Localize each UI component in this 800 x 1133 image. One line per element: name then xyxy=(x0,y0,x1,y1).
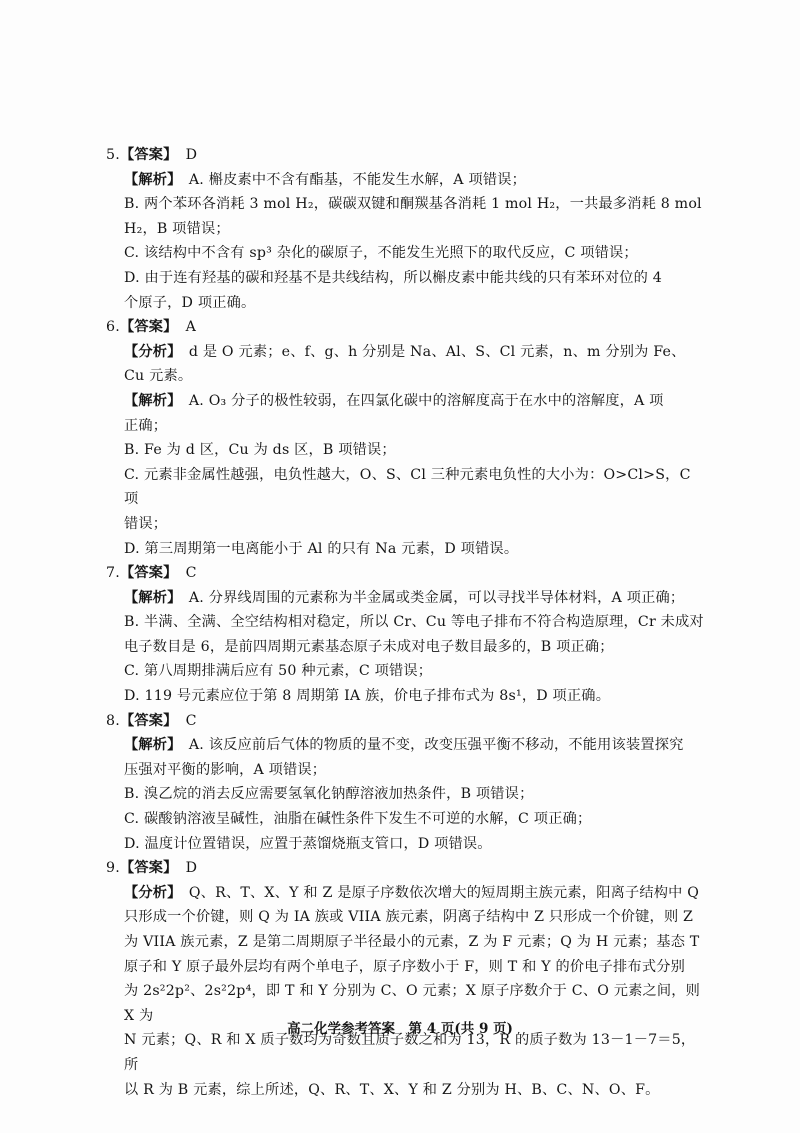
q9-line: 为 VIIA 族元素，Z 是第二周期原子半径最小的元素，Z 为 F 元素；Q 为 H 元素；基态 T xyxy=(124,934,700,950)
answer-tag: 【答案】 xyxy=(120,565,178,582)
q7-line: 电子数目是 6，是前四周期元素基态原子未成对电子数目最多的，B 项正确； xyxy=(124,638,614,655)
answer-tag: 【答案】 xyxy=(120,319,178,336)
q8-line: D. 温度计位置错误，应置于蒸馏烧瓶支管口，D 项错误。 xyxy=(124,835,492,852)
q8-line: A. 该反应前后气体的物质的量不变，改变压强平衡不移动，不能用该装置探究 xyxy=(188,737,684,754)
analysis-tag: 【解析】 xyxy=(124,737,175,754)
answer-tag: 【答案】 xyxy=(120,712,178,729)
q8-line: B. 溴乙烷的消去反应需要氢氧化钠醇溶液加热条件，B 项错误； xyxy=(124,786,534,803)
q5-line: C. 该结构中不含有 sp³ 杂化的碳原子，不能发生光照下的取代反应，C 项错误； xyxy=(124,245,638,262)
q8-answer: C xyxy=(185,712,197,729)
q9-number: 9. xyxy=(106,860,120,877)
q9-answer-line xyxy=(106,856,704,881)
q6-number: 6. xyxy=(106,319,120,336)
answer-tag: 【答案】 xyxy=(120,147,178,163)
q6-analysis-line xyxy=(124,389,704,414)
q5-answer: D xyxy=(185,147,198,163)
q7-answer: C xyxy=(185,565,197,582)
q9-fenxi-line xyxy=(124,881,704,906)
q5-analysis-line xyxy=(124,168,704,193)
q6-line: 正确； xyxy=(124,417,168,434)
q9-line: N 元素；Q、R 和 X 质子数均为奇数且质子数之和为 13，R 的质子数为 13－1－7＝5，所 xyxy=(124,1032,696,1073)
q6-line: B. Fe 为 d 区，Cu 为 ds 区，B 项错误； xyxy=(124,442,396,459)
q6-answer-line xyxy=(106,315,704,340)
q9-answer: D xyxy=(185,860,198,877)
q9-line: 为 2s²2p²、2s²2p⁴，即 T 和 Y 分别为 C、O 元素；X 原子序数介于 C、O 元素之间，则 X 为 xyxy=(124,983,701,1024)
analysis-tag: 【解析】 xyxy=(124,171,175,188)
q9-line: 只形成一个价键，则 Q 为 IA 族或 VIIA 族元素，阴离子结构中 Z 只形成一个价键，则 Z xyxy=(124,909,694,926)
q7-line: A. 分界线周围的元素称为半金属或类金属，可以寻找半导体材料，A 项正确； xyxy=(188,589,685,606)
q6-line: 错误； xyxy=(124,515,168,532)
q7-analysis-line xyxy=(124,586,704,611)
q5-line: H₂，B 项错误； xyxy=(124,220,230,237)
q8-line: 压强对平衡的影响，A 项错误； xyxy=(124,761,327,778)
q6-fenxi: d 是 O 元素；e、f、g、h 分别是 Na、Al、S、Cl 元素，n、m 分别为 Fe、Cu 元素。 xyxy=(124,343,686,385)
q6-fenxi-line xyxy=(124,340,704,389)
q7-line: C. 第八周期排满后应有 50 种元素，C 项错误； xyxy=(124,663,433,680)
q8-number: 8. xyxy=(106,712,120,729)
q5-line: 个原子，D 项正确。 xyxy=(124,294,256,311)
q7-line: B. 半满、全满、全空结构相对稳定，所以 Cr、Cu 等电子排布不符合构造原理，Cr 未成对 xyxy=(124,614,704,631)
q6-line: C. 元素非金属性越强，电负性越大，O、S、Cl 三种元素电负性的大小为：O>Cl>S，C 项 xyxy=(124,466,691,508)
q6-line: A. O₃ 分子的极性较弱，在四氯化碳中的溶解度高于在水中的溶解度，A 项 xyxy=(188,392,664,409)
q6-line: D. 第三周期第一电离能小于 Al 的只有 Na 元素，D 项错误。 xyxy=(124,540,519,557)
q7-number: 7. xyxy=(106,565,120,582)
q5-line: D. 由于连有羟基的碳和羟基不是共线结构，所以槲皮素中能共线的只有苯环对位的 4 xyxy=(124,269,662,286)
q9-line: Q、R、T、X、Y 和 Z 是原子序数依次增大的短周期主族元素，阳离子结构中 Q xyxy=(188,884,700,901)
q5-number: 5. xyxy=(106,147,120,163)
q5-line: A. 槲皮素中不含有酯基，不能发生水解，A 项错误； xyxy=(188,171,527,188)
q8-analysis-line xyxy=(124,733,704,758)
analysis-tag: 【解析】 xyxy=(124,392,175,409)
q9-line: 以 R 为 B 元素，综上所述，Q、R、T、X、Y 和 Z 分别为 H、B、C、N、O、F。 xyxy=(124,1081,660,1098)
q5-answer-line xyxy=(106,143,704,168)
page-footer: 高二化学参考答案 第 4 页(共 9 页) xyxy=(287,1021,513,1037)
q5-line: B. 两个苯环各消耗 3 mol H₂，碳碳双键和酮羰基各消耗 1 mol H₂，一共最多消耗 8 mol xyxy=(124,196,702,213)
q8-answer-line xyxy=(106,709,704,734)
analysis-tag: 【解析】 xyxy=(124,589,175,606)
q9-line: 原子和 Y 原子最外层均有两个单电子，原子序数小于 F，则 T 和 Y 的价电子排布式分别 xyxy=(124,958,685,975)
q7-line: D. 119 号元素应位于第 8 周期第 IA 族，价电子排布式为 8s¹，D 项正确。 xyxy=(124,688,611,705)
q6-answer: A xyxy=(185,319,197,336)
fenxi-tag: 【分析】 xyxy=(124,884,175,901)
q7-answer-line xyxy=(106,561,704,586)
q8-line: C. 碳酸钠溶液呈碱性，油脂在碱性条件下发生不可逆的水解，C 项正确； xyxy=(124,811,592,828)
fenxi-tag: 【分析】 xyxy=(124,343,175,360)
answer-content xyxy=(106,143,704,1102)
answer-tag: 【答案】 xyxy=(120,860,178,877)
